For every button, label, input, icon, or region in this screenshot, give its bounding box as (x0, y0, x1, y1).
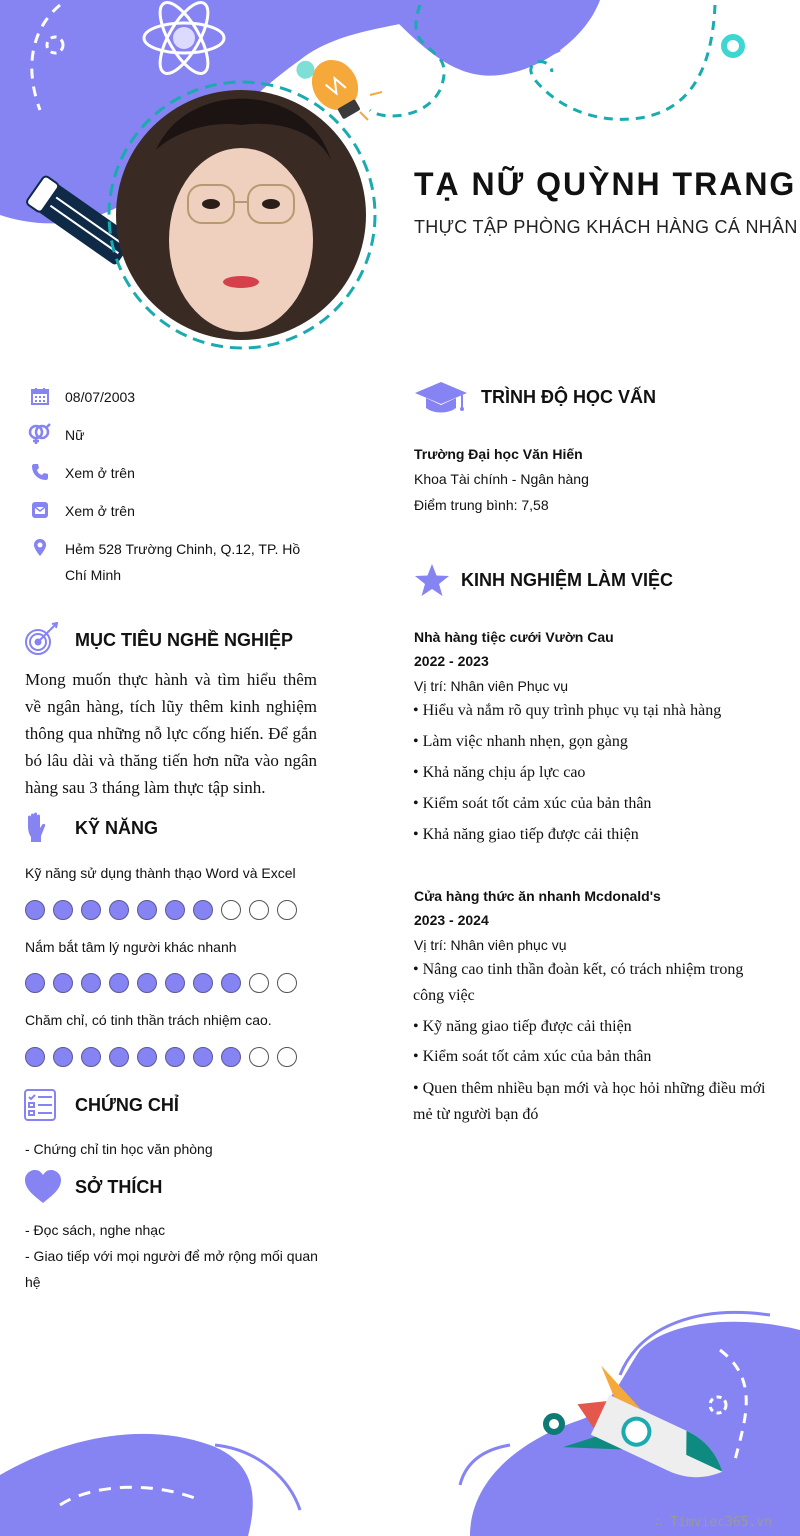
skill-dot-filled (193, 1047, 213, 1067)
candidate-name: TẠ NỮ QUỲNH TRANG (414, 166, 797, 202)
calendar-icon (28, 384, 52, 408)
phone-icon (28, 460, 52, 484)
skill-dot-filled (221, 1047, 241, 1067)
certificates-title: CHỨNG CHỈ (75, 1094, 179, 1115)
job-bullet: • Khả năng giao tiếp được cải thiện (413, 826, 639, 843)
certificate-item: - Chứng chỉ tin học văn phòng (25, 1141, 213, 1157)
faculty-name: Khoa Tài chính - Ngân hàng (414, 471, 589, 487)
experience-title: KINH NGHIỆM LÀM VIỆC (461, 569, 674, 590)
hand-icon (24, 812, 50, 844)
watermark: ∴ Timviec365.vn (654, 1515, 772, 1530)
job-bullet: • Quen thêm nhiều bạn mới và học hỏi những điều mới mẻ từ người bạn đó (413, 1080, 766, 1123)
job-bullet: • Khả năng chịu áp lực cao (413, 764, 586, 781)
job-bullet: • Kỹ năng giao tiếp được cải thiện (413, 1018, 632, 1035)
checklist-icon (24, 1089, 56, 1121)
skills-header (24, 812, 158, 844)
star-icon (414, 563, 450, 597)
skill-dot-empty (249, 1047, 269, 1067)
skill-dot-filled (25, 900, 45, 920)
hobby-item: - Giao tiếp với mọi người để mở rộng mối quan hệ (25, 1248, 318, 1290)
birthday-text: 08/07/2003 (65, 389, 136, 405)
skill-dot-filled (137, 900, 157, 920)
position-title: THỰC TẬP PHÒNG KHÁCH HÀNG CÁ NHÂN (414, 217, 798, 237)
job-bullet: • Làm việc nhanh nhẹn, gọn gàng (413, 733, 628, 750)
skill-dot-filled (109, 973, 129, 993)
skill-dot-empty (221, 900, 241, 920)
hobbies-header (24, 1170, 162, 1204)
job-role: Vị trí: Nhân viên Phục vụ (414, 678, 569, 694)
heart-icon (24, 1170, 62, 1204)
skill-dot-filled (165, 900, 185, 920)
skill-dot-filled (109, 1047, 129, 1067)
skill-dot-filled (81, 973, 101, 993)
avatar (116, 90, 366, 340)
skill-dot-filled (109, 900, 129, 920)
skill-label: Nắm bắt tâm lý người khác nhanh (25, 939, 237, 955)
skill-label: Chăm chỉ, có tinh thần trách nhiệm cao. (25, 1012, 272, 1028)
skill-rating (25, 900, 297, 920)
job-bullet: • Kiểm soát tốt cảm xúc của bản thân (413, 795, 652, 812)
phone-text: Xem ở trên (65, 465, 135, 481)
skill-dot-filled (53, 900, 73, 920)
skill-dot-filled (137, 1047, 157, 1067)
skill-dot-filled (193, 973, 213, 993)
contact-address (28, 536, 320, 588)
hobby-item: - Đọc sách, nghe nhạc (25, 1222, 166, 1238)
graduation-cap-icon (414, 380, 468, 414)
skill-dot-filled (25, 973, 45, 993)
objective-header (24, 622, 293, 658)
skill-dot-empty (249, 900, 269, 920)
experience-header (414, 563, 673, 597)
skill-dot-filled (25, 1047, 45, 1067)
education-header (414, 380, 656, 414)
skill-label: Kỹ năng sử dụng thành thạo Word và Excel (25, 865, 296, 881)
skill-rating (25, 1047, 297, 1067)
skill-dot-empty (249, 973, 269, 993)
skill-dot-filled (165, 1047, 185, 1067)
certificates-header (24, 1089, 179, 1121)
school-name: Trường Đại học Văn Hiến (414, 446, 583, 462)
address-text: Hẻm 528 Trường Chinh, Q.12, TP. Hồ Chí Minh (65, 541, 301, 583)
job-company: Cửa hàng thức ăn nhanh Mcdonald's (414, 888, 661, 904)
skill-rating (25, 973, 297, 993)
skill-dot-filled (53, 973, 73, 993)
job-role: Vị trí: Nhân viên phục vụ (414, 937, 567, 953)
hobbies-title: SỞ THÍCH (75, 1176, 163, 1197)
skill-dot-filled (81, 1047, 101, 1067)
target-icon (24, 622, 60, 658)
contact-email (28, 498, 135, 524)
contact-birthday (28, 384, 135, 410)
skills-title: KỸ NĂNG (75, 817, 159, 838)
job-bullet: • Kiểm soát tốt cảm xúc của bản thân (413, 1048, 652, 1065)
job-period: 2023 - 2024 (414, 912, 489, 928)
objective-title: MỤC TIÊU NGHỀ NGHIỆP (75, 629, 294, 650)
job-period: 2022 - 2023 (414, 653, 489, 669)
email-text: Xem ở trên (65, 503, 135, 519)
job-company: Nhà hàng tiệc cưới Vườn Cau (414, 629, 614, 645)
email-icon (28, 498, 52, 522)
skill-dot-empty (277, 973, 297, 993)
gender-text: Nữ (65, 427, 85, 443)
skill-dot-filled (53, 1047, 73, 1067)
job-bullet: • Hiểu và nắm rõ quy trình phục vụ tại nhà hàng (413, 702, 722, 719)
education-title: TRÌNH ĐỘ HỌC VẤN (481, 386, 656, 407)
skill-dot-filled (81, 900, 101, 920)
skill-dot-filled (221, 973, 241, 993)
contact-phone (28, 460, 135, 486)
contact-gender (28, 422, 84, 448)
skill-dot-filled (193, 900, 213, 920)
gpa-text: Điểm trung bình: 7,58 (414, 497, 549, 513)
skill-dot-empty (277, 900, 297, 920)
objective-text: Mong muốn thực hành và tìm hiểu thêm về ngân hàng, tích lũy thêm kinh nghiệm thông qua những nỗ lực cống hiến. Để gắn bó lâu dài và thăng tiến hơn nữa vào ngân hàng sau 3 tháng làm thực tập sinh. (25, 670, 317, 797)
gender-icon (28, 422, 52, 446)
location-pin-icon (28, 536, 52, 560)
job-bullet: • Nâng cao tinh thần đoàn kết, có trách nhiệm trong công việc (413, 961, 744, 1004)
skill-dot-empty (277, 1047, 297, 1067)
skill-dot-filled (165, 973, 185, 993)
skill-dot-filled (137, 973, 157, 993)
